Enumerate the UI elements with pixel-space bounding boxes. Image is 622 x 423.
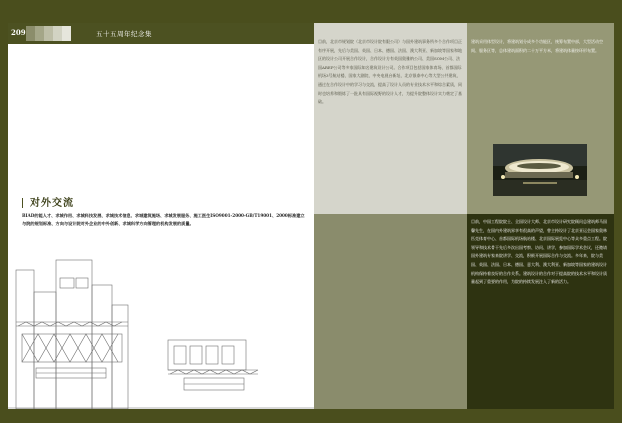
color-swatch-1 [26, 26, 35, 41]
color-swatch-3 [44, 26, 53, 41]
color-swatch-4 [53, 26, 62, 41]
body-text-column-3: 目前，中国工程院院士、全国设计大师、北京市设计研究院顾问总建筑师马国馨先生，在国内外建筑界享有很高的声望，曾主持设计了北京亚运会国家奥林匹克体育中心、首都国际机场航站楼、北京国际展览中心等众多重点工程。院领导和技术骨干先后多次出国考察、访问、讲学，参加国际学术会议，还邀请国外建筑专家来院讲学、交流，积极开展国际合作与交流。多年来，院与美国、英国、法国、日本、德国、意大利、澳大利亚、新加坡等国家的建筑设计机构保持着良好的合作关系。建筑设计的合作对于提高院的技术水平和设计质量起到了重要的作用，为院的持续发展注入了新的活力。 [471, 219, 607, 285]
book-title: 五十五周年纪念集 [96, 30, 152, 38]
color-swatch-2 [35, 26, 44, 41]
section-title: 对外交流 [30, 198, 74, 209]
color-block-olive [314, 214, 467, 409]
stadium-night-photo [493, 144, 587, 196]
color-swatch-5 [62, 26, 71, 41]
section-intro: BIAD的能人才、求城作用、求城科技发展、求城技术信息、求城建筑施场、求城发展服务、施工医生ISO9001-2000-GB/T19001、2000标准建立与院的规划标准、方向与设计院对外企业的中外创新、求城科学方向管理的机构发展的质量。 [22, 213, 305, 226]
body-text-column-1: 目前，北京市规划院（北京市设计院有限公司）与国外建筑事务所多个合作项目正有序开展，先后与美国、英国、日本、德国、法国、澳大利亚、新加坡等国家和地区的设计公司开展合作设计，合作设计方有英国奥雅纳公司、美国SOM公司、法国AREP公司等多家国际知名建筑设计公司。合作项目包括国家体育场、首都国际机场3号航站楼、国家大剧院、中央电视台新址、北京银泰中心等大型公共建筑，通过在合作设计中的学习与交流，提高了设计人员的专业技术水平和综合素质，同时也培养和锻炼了一批具有国际视野的设计人才，为提升院整体设计实力奠定了基础。 [318, 39, 462, 105]
building-elevation-sketch [8, 230, 314, 409]
section-marker [22, 198, 23, 208]
page-number: 209 [11, 28, 26, 37]
color-swatches [26, 26, 71, 41]
body-text-column-2: 建筑采用体型设计，将建筑划分成多个功能区，统筹布置中部，大型活动空间、服务区等，总体建筑面积约二十万平方米，将建筑体量按环形布置。 [471, 39, 603, 53]
